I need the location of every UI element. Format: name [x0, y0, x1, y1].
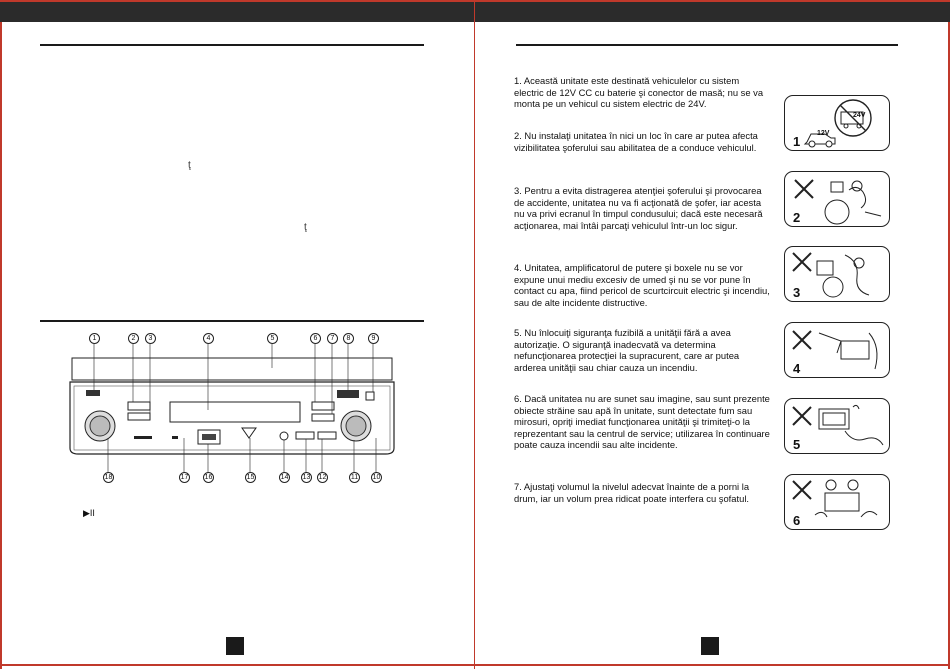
illustration-1 — [784, 95, 890, 151]
callout-4: 4 — [203, 333, 214, 344]
head-unit-diagram — [60, 330, 400, 490]
callout-17: 17 — [180, 474, 189, 481]
left-glyph-1: ţ — [188, 160, 191, 171]
callout-12: 12 — [318, 474, 327, 481]
vehicle-voltage-illustration — [785, 96, 890, 151]
callout-14: 14 — [280, 474, 289, 481]
warning-item-5: 5. Nu înlocuiţi siguranţa fuzibilă a unităţii fără a avea autorizaţie. O siguranţă inadecvată va determina nefuncţionarea protecţiei la supracurent, care ar putea arderea unităţii sau chiar cauza un incendiu. — [514, 327, 740, 373]
illustration-4 — [784, 322, 890, 378]
volume-illustration — [785, 475, 890, 530]
illustration-3 — [784, 246, 890, 302]
callout-9: 9 — [368, 333, 379, 344]
top-bar-divider — [474, 2, 475, 22]
illustration-5 — [784, 398, 890, 454]
left-page-number-marker — [226, 637, 244, 655]
callout-8: 8 — [343, 333, 354, 344]
illustration-6 — [784, 474, 890, 530]
illustration-1-number: 1 — [793, 134, 801, 149]
illustration-6-number: 6 — [793, 513, 801, 528]
label-12v: 12V — [817, 130, 830, 137]
callout-11: 11 — [350, 474, 359, 481]
driver-distraction-illustration — [785, 172, 890, 227]
right-header-rule — [516, 44, 898, 46]
left-glyph-2: ţ — [304, 222, 307, 233]
illustration-5-number: 5 — [793, 437, 801, 452]
callout-5: 5 — [267, 333, 278, 344]
warning-item-7: 7. Ajustaţi volumul la nivelul adecvat înainte de a porni la drum, iar un volum prea ridicat poate interfera cu şofatul. — [514, 481, 750, 504]
callout-16: 16 — [204, 474, 213, 481]
head-unit-drawing — [60, 330, 400, 490]
left-header-rule — [40, 44, 424, 46]
warning-item-3: 3. Pentru a evita distragerea atenţiei şoferului şi provocarea de accidente, unitatea nu va fi acţionată de şofer, iar acesta nu va privi ecranul în timpul condusului; dacă este necesară acţionarea, mai întâi parcaţi vehiculul într-un loc sigur. — [514, 185, 763, 231]
callout-18: 18 — [104, 474, 113, 481]
callout-2: 2 — [128, 333, 139, 344]
callout-6: 6 — [310, 333, 321, 344]
right-page-number-marker — [701, 637, 719, 655]
play-pause-icon: ▶II — [83, 508, 95, 518]
frame-bottom-border — [0, 664, 950, 666]
moisture-illustration — [785, 247, 890, 302]
callout-3: 3 — [145, 333, 156, 344]
illustration-3-number: 3 — [793, 285, 801, 300]
illustration-4-number: 4 — [793, 361, 801, 376]
warning-item-6: 6. Dacă unitatea nu are sunet sau imagine, sau sunt prezente obiecte străine sau apă în unitate, sunt detectate fum sau mirosuri, opriţi imediat funcţionarea unităţii şi trimiteţi-o la reprezentant sau la centrul de service; utilizarea în continuare poate cauza incendii sau alte incidente. — [514, 393, 770, 451]
top-bar — [0, 0, 950, 22]
fuse-replacement-illustration — [785, 323, 890, 378]
label-24v: 24V — [853, 112, 866, 119]
left-section-rule — [40, 320, 424, 322]
callout-13: 13 — [302, 474, 311, 481]
page-divider — [474, 22, 475, 669]
warning-item-1: 1. Această unitate este destinată vehiculelor cu sistem electric de 12V CC cu baterie şi conector de masă; nu se va monta pe un vehicul cu sistem electric de 24V. — [514, 75, 764, 110]
illustration-2 — [784, 171, 890, 227]
callout-10: 10 — [372, 474, 381, 481]
warning-item-2: 2. Nu instalaţi unitatea în nici un loc în care ar putea afecta vizibilitatea şoferului sau abilitatea de a conduce vehiculul. — [514, 130, 758, 153]
illustration-2-number: 2 — [793, 210, 801, 225]
warning-item-4: 4. Unitatea, amplificatorul de putere şi boxele nu se vor expune unui mediu excesiv de umed şi nu se vor pune în contact cu apa, fiind pericol de scurtcircuit electric şi incendiu, sau de alte incidente distructive. — [514, 262, 770, 308]
frame-left-border — [0, 22, 2, 669]
malfunction-illustration — [785, 399, 890, 454]
callout-7: 7 — [327, 333, 338, 344]
callout-1: 1 — [89, 333, 100, 344]
callout-15: 15 — [246, 474, 255, 481]
